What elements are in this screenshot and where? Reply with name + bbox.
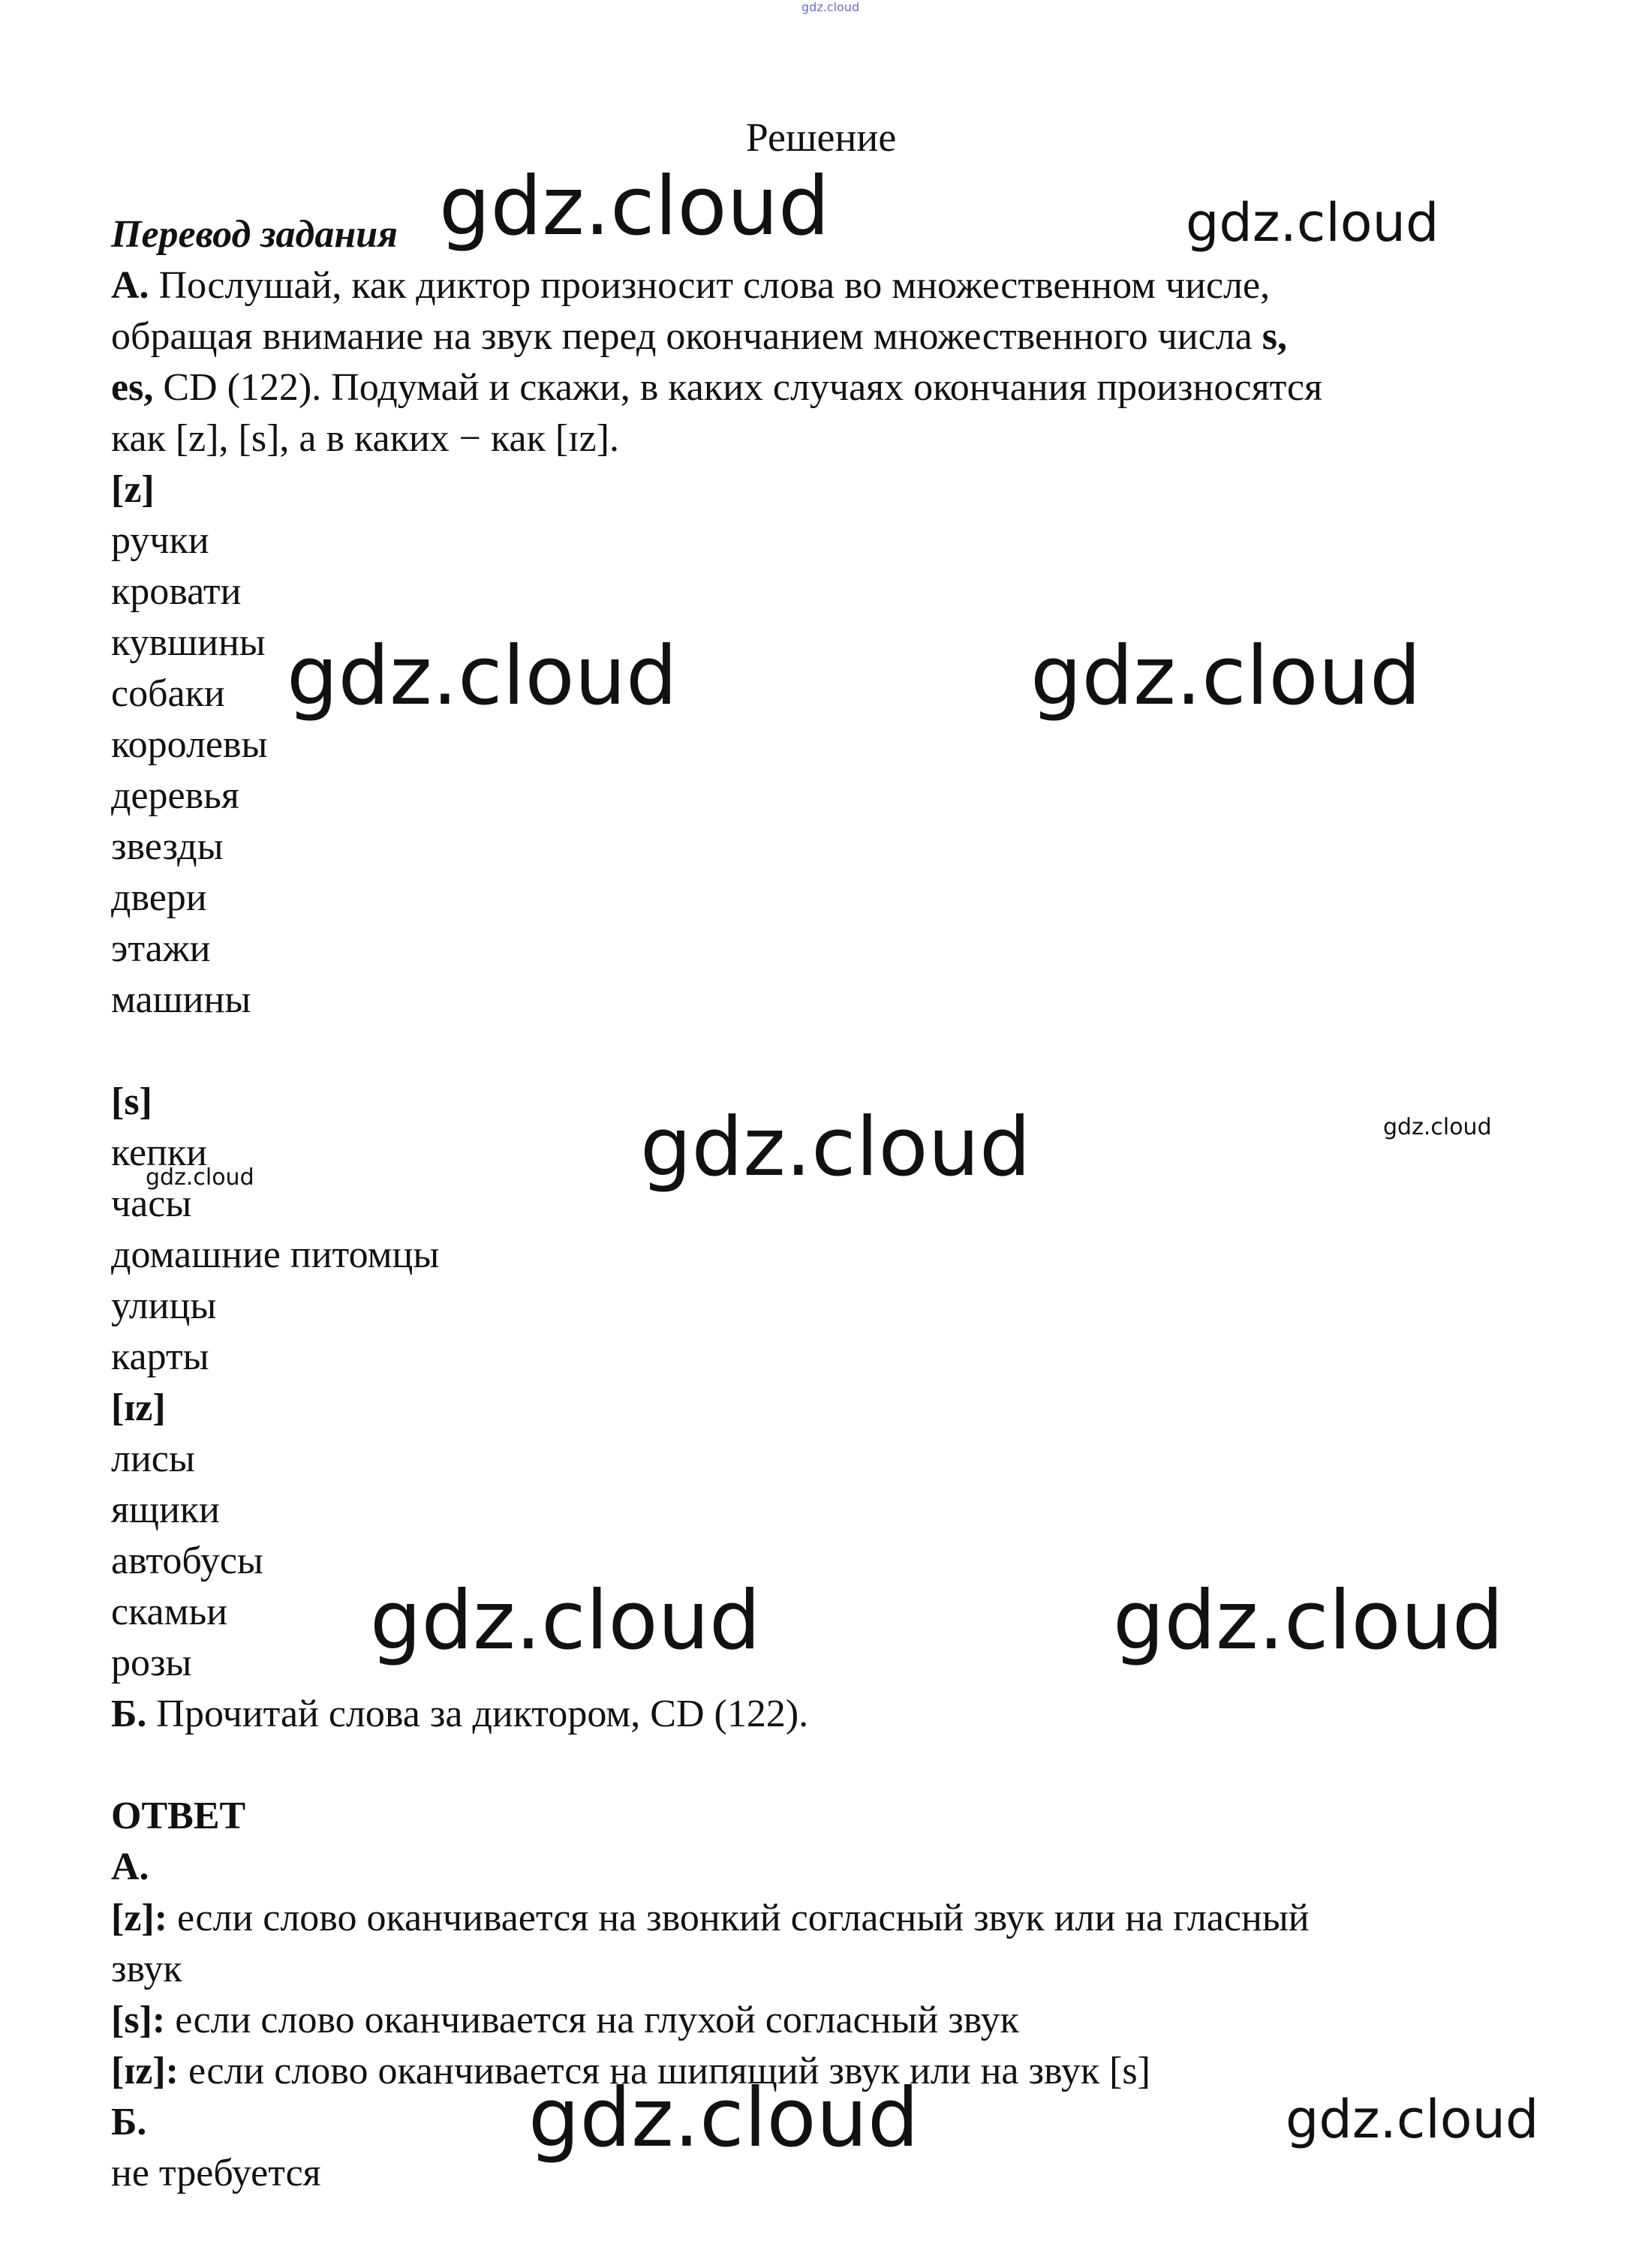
answer-z-label: [z]:	[111, 1897, 168, 1939]
task-heading: Перевод задания	[111, 213, 398, 256]
watermark: gdz.cloud	[370, 1574, 761, 1668]
task-b-text: Прочитай слова за диктором, CD (122).	[146, 1693, 809, 1735]
s-word: домашние питомцы	[111, 1233, 440, 1276]
page-title: Решение	[745, 115, 897, 160]
task-a-text2: обращая внимание на звук перед окончанием множественного числа	[111, 315, 1262, 358]
answer-z-text: если слово оканчивается на звонкий согласный звук или на гласный	[167, 1897, 1310, 1939]
watermark: gdz.cloud	[1286, 2089, 1539, 2150]
watermark-top: gdz.cloud	[801, 0, 860, 14]
s-word: карты	[111, 1335, 209, 1378]
answer-s-line	[111, 1996, 1019, 2045]
task-a-line3	[111, 363, 1322, 413]
watermark: gdz.cloud	[1383, 1114, 1492, 1140]
task-a-text1: Послушай, как диктор произносит слова во множественном числе,	[149, 264, 1271, 307]
watermark: gdz.cloud	[1113, 1574, 1504, 1668]
z-word: ручки	[111, 519, 209, 562]
answer-s-label: [s]:	[111, 1999, 166, 2041]
answer-b-label: Б.	[111, 2101, 147, 2143]
s-group-label: [s]	[111, 1080, 152, 1123]
task-a-text3: CD (122). Подумай и скажи, в каких случаях окончания произносятся	[153, 366, 1323, 409]
z-word: этажи	[111, 927, 211, 970]
z-word: собаки	[111, 672, 225, 715]
iz-word: автобусы	[111, 1540, 263, 1582]
z-word: кровати	[111, 570, 242, 613]
iz-word: лисы	[111, 1437, 195, 1480]
task-b-line	[111, 1690, 808, 1739]
task-a-line4: как [z], [s], а в каких − как [ɪz].	[111, 417, 619, 460]
task-a-bold-s: s,	[1262, 315, 1287, 358]
watermark: gdz.cloud	[640, 1101, 1031, 1194]
answer-heading: ОТВЕТ	[111, 1795, 246, 1837]
answer-iz-text: если слово оканчивается на шипящий звук или на звук [s]	[178, 2050, 1150, 2092]
iz-word: розы	[111, 1642, 192, 1684]
z-word: деревья	[111, 774, 239, 817]
watermark: gdz.cloud	[146, 1164, 254, 1191]
watermark: gdz.cloud	[287, 629, 678, 723]
answer-s-text: если слово оканчивается на глухой согласный звук	[165, 1999, 1019, 2041]
watermark: gdz.cloud	[1030, 629, 1421, 723]
watermark: gdz.cloud	[528, 2071, 919, 2165]
s-word: кепки	[111, 1131, 207, 1174]
watermark: gdz.cloud	[439, 160, 830, 254]
task-a-bold-es: es,	[111, 366, 154, 409]
task-a-line1	[111, 261, 1270, 311]
iz-word: скамьи	[111, 1591, 228, 1633]
z-word: машины	[111, 978, 251, 1021]
task-a-label: А.	[111, 264, 149, 307]
s-word: часы	[111, 1182, 192, 1225]
z-word: кувшины	[111, 621, 266, 664]
z-word: двери	[111, 876, 207, 919]
task-a-line2	[111, 312, 1287, 362]
watermark: gdz.cloud	[1186, 192, 1439, 254]
s-word: улицы	[111, 1284, 217, 1327]
answer-iz-label: [ɪz]:	[111, 2050, 179, 2092]
answer-a-label: А.	[111, 1846, 149, 1888]
task-b-label: Б.	[111, 1693, 147, 1735]
z-word: звезды	[111, 825, 224, 868]
iz-word: ящики	[111, 1488, 220, 1531]
z-group-label: [z]	[111, 468, 155, 511]
iz-group-label: [ɪz]	[111, 1386, 166, 1429]
answer-z-line-cont: звук	[111, 1948, 182, 1990]
answer-z-line	[111, 1894, 1310, 1943]
answer-b-text: не требуется	[111, 2152, 321, 2194]
z-word: королевы	[111, 723, 268, 766]
